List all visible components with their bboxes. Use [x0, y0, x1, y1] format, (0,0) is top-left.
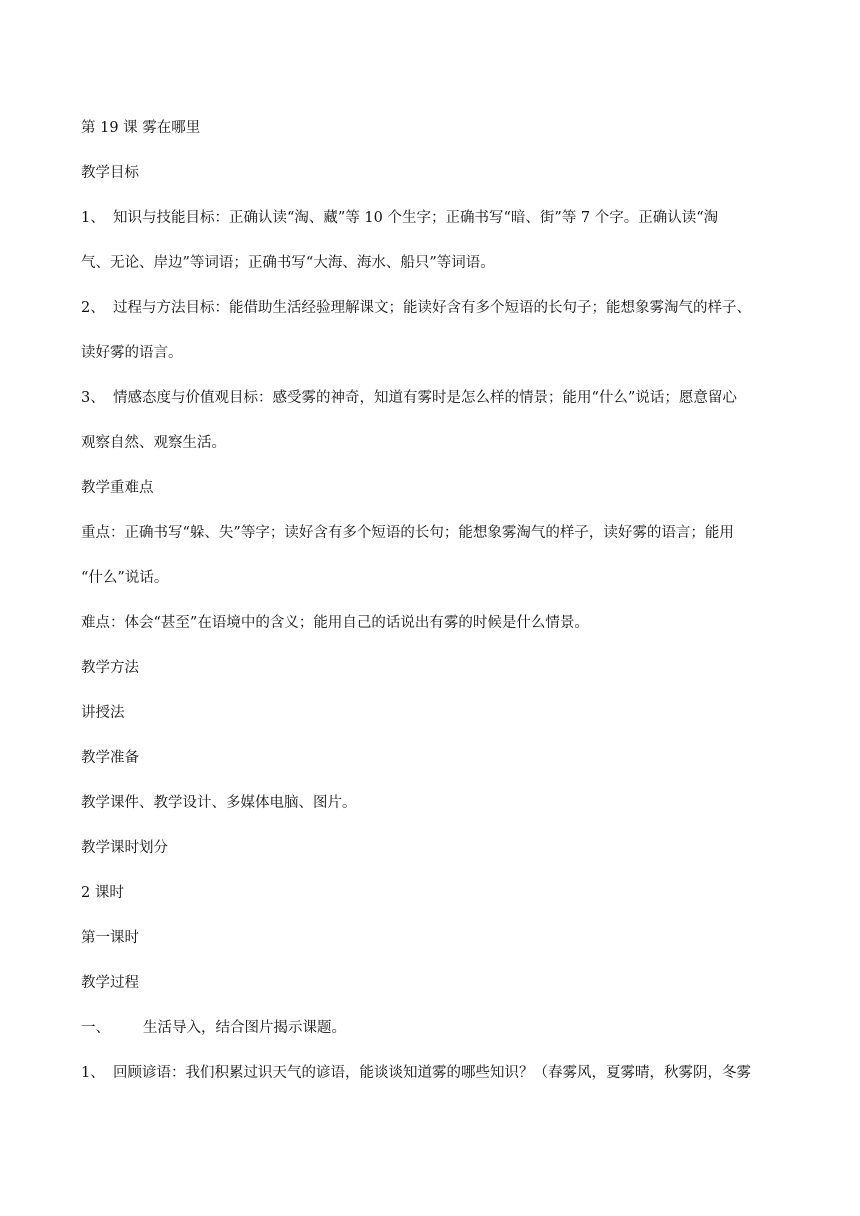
objective-1-line-2: 气、无论、岸边”等词语；正确书写“大海、海水、船只”等词语。 [81, 255, 495, 271]
objective-2-line-1 [81, 298, 781, 318]
step-1-text: 生活导入，结合图片揭示课题。 [143, 1020, 346, 1036]
prep-heading: 教学准备 [81, 750, 139, 766]
objective-2-number: 2、 [81, 300, 105, 316]
objective-2-line-2: 读好雾的语言。 [81, 345, 183, 361]
process-heading: 教学过程 [81, 975, 139, 991]
lesson-title: 第 19 课 雾在哪里 [81, 120, 201, 136]
step-1 [81, 1018, 781, 1038]
step-1-1-text: 回顾谚语：我们积累过识天气的谚语，能谈谈知道雾的哪些知识？（春雾风，夏雾晴，秋雾阴，冬雾 [113, 1065, 751, 1081]
objective-3-line-1 [81, 388, 781, 408]
schedule-text: 2 课时 [81, 885, 124, 901]
key-point-line-1: 重点：正确书写“躲、失”等字；读好含有多个短语的长句；能想象雾淘气的样子，读好雾的语言；能用 [81, 525, 734, 541]
objective-2-text: 过程与方法目标：能借助生活经验理解课文；能读好含有多个短语的长句子；能想象雾淘气的样子、 [113, 300, 751, 316]
objective-1-line-1 [81, 208, 781, 228]
step-1-number: 一、 [81, 1020, 110, 1036]
key-point-line-2: “什么”说话。 [81, 570, 169, 586]
key-points-heading: 教学重难点 [81, 480, 154, 496]
step-1-1 [81, 1063, 781, 1083]
objective-3-text: 情感态度与价值观目标：感受雾的神奇，知道有雾时是怎么样的情景；能用“什么”说话；愿意留心 [113, 390, 737, 406]
difficulty-text: 难点：体会“甚至”在语境中的含义；能用自己的话说出有雾的时候是什么情景。 [81, 615, 589, 631]
objective-1-text: 知识与技能目标：正确认读“淘、藏”等 10 个生字；正确书写“暗、街”等 7 个字。正确认读“淘 [113, 210, 719, 226]
lesson-one-heading: 第一课时 [81, 930, 139, 946]
objective-3-line-2: 观察自然、观察生活。 [81, 435, 226, 451]
prep-text: 教学课件、教学设计、多媒体电脑、图片。 [81, 795, 357, 811]
method-heading: 教学方法 [81, 660, 139, 676]
method-text: 讲授法 [81, 705, 125, 721]
schedule-heading: 教学课时划分 [81, 840, 168, 856]
step-1-1-number: 1、 [81, 1065, 105, 1081]
objective-3-number: 3、 [81, 390, 105, 406]
objective-1-number: 1、 [81, 210, 105, 226]
objectives-heading: 教学目标 [81, 165, 139, 181]
